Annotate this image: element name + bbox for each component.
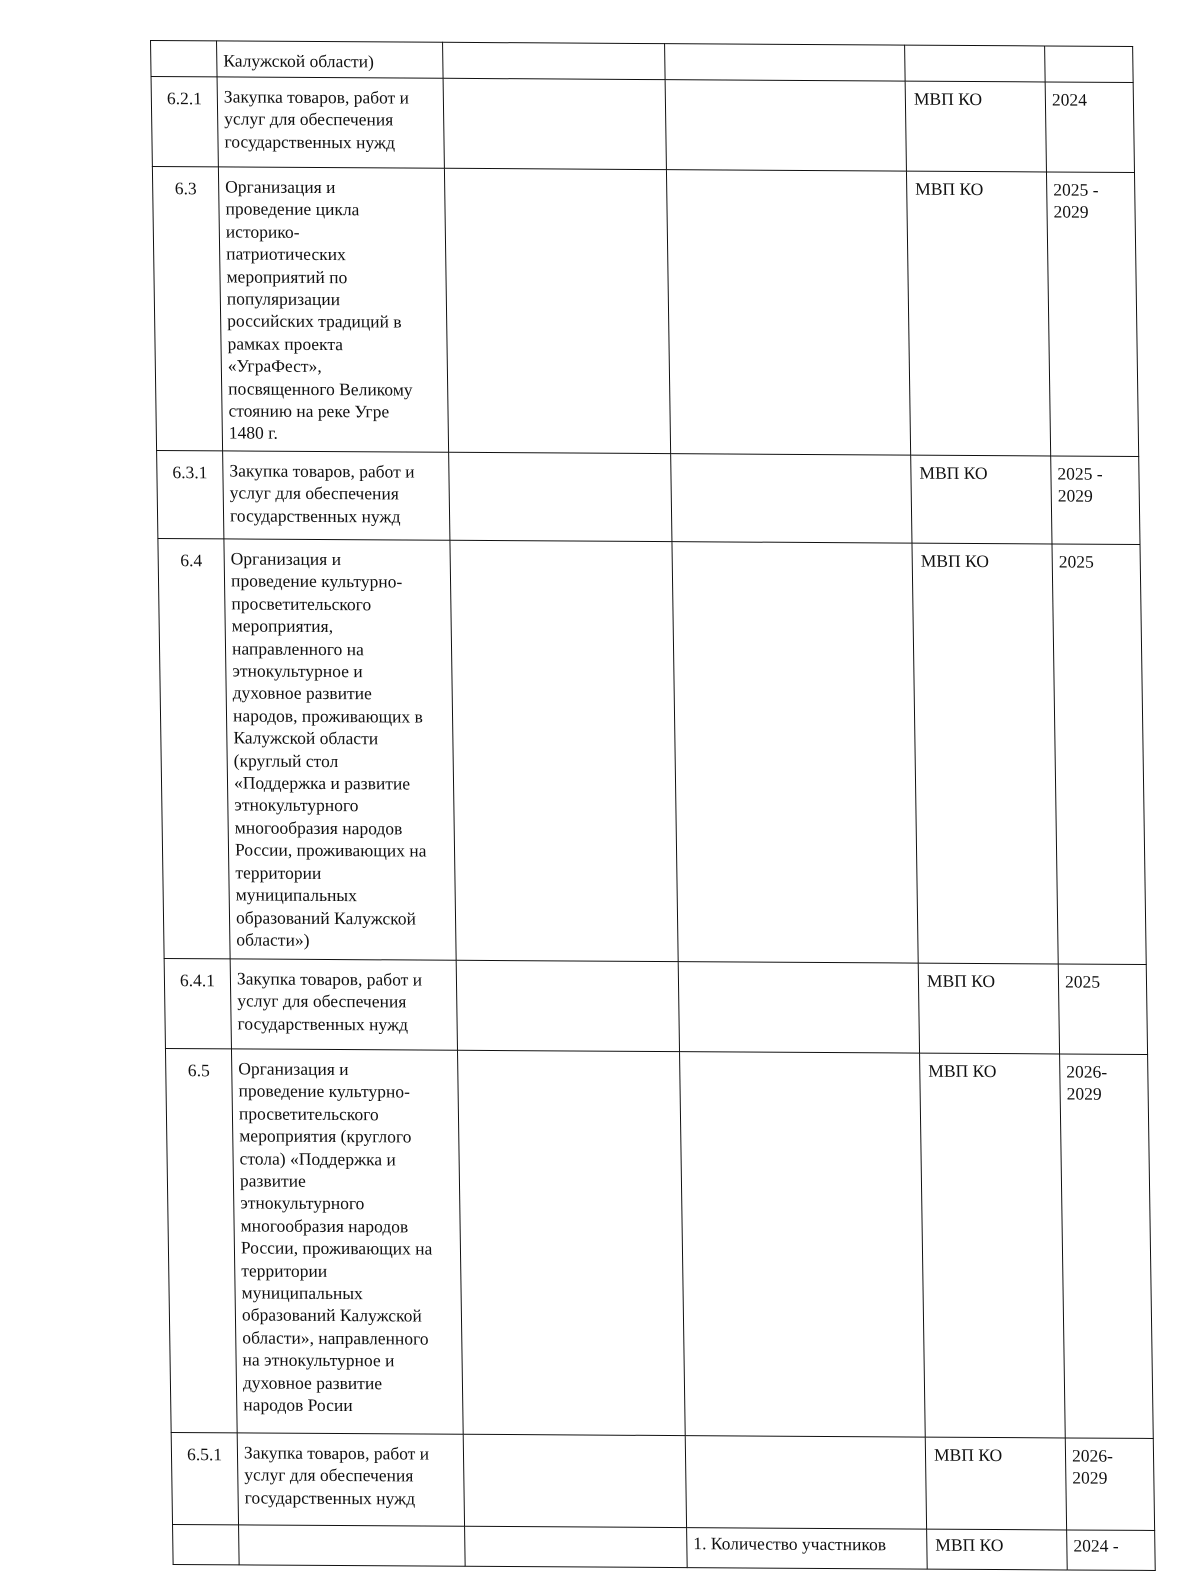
row-year: 2026- 2029: [1060, 1054, 1154, 1439]
empty-cell: [465, 1526, 688, 1567]
row-year: 2024: [1045, 82, 1134, 173]
row-number: 6.5.1: [171, 1432, 238, 1524]
row-responsible: МВП КО: [911, 455, 1052, 544]
row-name: Закупка товаров, работ и услуг для обеспечения государственных нужд: [223, 451, 450, 540]
empty-cell: [665, 44, 906, 81]
empty-cell: [678, 962, 919, 1053]
empty-cell: [444, 168, 670, 453]
row-name: Организация и проведение культурно- просветительского мероприятия (круглого стола) «Поддержка и развитие этнокультурного многообразия народов России, проживающих на территории муниципальных образований Калужской области», направленного на этнокультурное и духовное развитие народов Росии: [231, 1049, 463, 1434]
table-row: [164, 958, 1147, 1054]
empty-cell: [685, 1436, 926, 1529]
row-responsible: [905, 45, 1046, 82]
empty-cell: [443, 78, 666, 169]
row-responsible: МВП КО: [905, 81, 1046, 172]
row-indicator: 1. Количество участников: [687, 1528, 928, 1569]
row-number: 6.2.1: [151, 77, 218, 167]
empty-cell: [449, 452, 672, 541]
table-row: [151, 77, 1134, 173]
row-number: 6.4: [158, 538, 230, 958]
program-table: [150, 40, 1156, 1571]
empty-cell: [443, 42, 666, 79]
row-name: Закупка товаров, работ и услуг для обеспечения государственных нужд: [230, 959, 457, 1050]
row-responsible: МВП КО: [925, 1437, 1066, 1530]
row-name: Организация и проведение цикла историко- патриотических мероприятий по популяризации российских традиций в рамках проекта «УграФест», посвященного Великому стоянию на реке Угре 1480 г.: [218, 167, 448, 452]
table-row: [158, 538, 1146, 964]
row-responsible: МВП КО: [912, 543, 1058, 964]
row-number: 6.5: [165, 1048, 237, 1432]
table-row: [151, 41, 1134, 83]
table-row: [152, 167, 1138, 457]
row-responsible: МВП КО: [927, 1529, 1068, 1570]
row-year: 2025 - 2029: [1051, 456, 1140, 545]
row-year: 2025 - 2029: [1046, 172, 1138, 457]
row-year: 2026- 2029: [1065, 1438, 1154, 1531]
row-responsible: МВП КО: [918, 963, 1059, 1054]
row-year: [1045, 46, 1134, 83]
empty-cell: [671, 454, 912, 543]
empty-cell: [665, 80, 906, 171]
empty-cell: [456, 960, 679, 1051]
row-year: 2025: [1052, 544, 1146, 965]
table-row: [165, 1048, 1153, 1438]
row-number: 6.3.1: [157, 450, 224, 538]
row-number: 6.4.1: [164, 958, 231, 1048]
table-row: [171, 1432, 1154, 1530]
row-number: [173, 1524, 240, 1564]
row-year: 2024 -: [1067, 1530, 1156, 1571]
row-name: [239, 1525, 466, 1566]
row-number: [151, 41, 218, 77]
row-responsible: МВП КО: [906, 171, 1050, 456]
row-name: Организация и проведение культурно- просветительского мероприятия, направленного на этнокультурное и духовное развитие народов, проживающих в Калужской области (круглый стол «Поддержка и развитие этнокультурного многообразия народов России, проживающих на территории муниципальных образований Калужской области»): [224, 539, 456, 960]
table-row: [173, 1524, 1156, 1570]
empty-cell: [672, 542, 918, 963]
empty-cell: [666, 170, 910, 455]
row-name: Закупка товаров, работ и услуг для обеспечения государственных нужд: [237, 1433, 464, 1526]
empty-cell: [463, 1434, 686, 1527]
row-year: 2025: [1058, 964, 1147, 1055]
document-page: [150, 40, 1173, 1559]
row-name: Калужской области): [217, 41, 444, 78]
empty-cell: [680, 1052, 926, 1437]
row-number: 6.3: [152, 167, 222, 451]
empty-cell: [450, 540, 678, 961]
table-row: [157, 450, 1140, 544]
empty-cell: [457, 1050, 685, 1435]
row-responsible: МВП КО: [920, 1053, 1066, 1438]
row-name: Закупка товаров, работ и услуг для обеспечения государственных нужд: [217, 77, 444, 168]
